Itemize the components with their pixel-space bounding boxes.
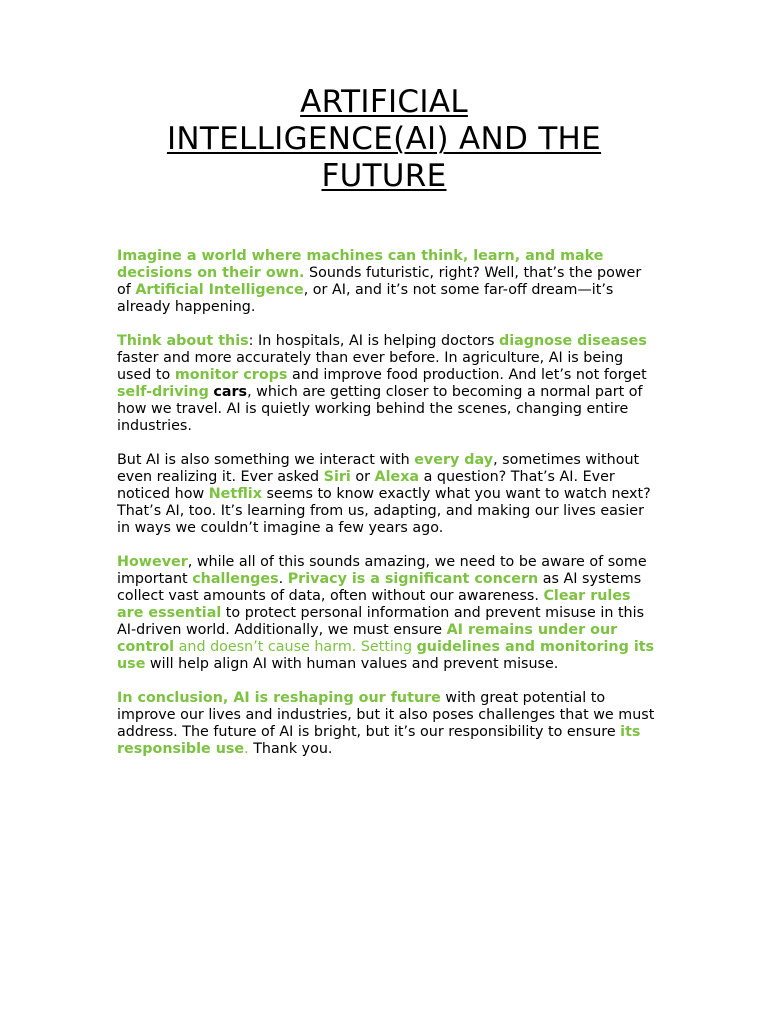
highlighted-phrase: self-driving [117,384,209,400]
highlighted-phrase: Imagine a world where machines can think, learn, and make decisions on their own. [117,248,604,281]
document-body [117,248,657,775]
highlighted-phrase: Alexa [374,469,420,485]
text-run: will help align AI with human values and prevent misuse. [145,656,559,672]
text-run: : In hospitals, AI is helping doctors [248,333,499,349]
text-run: as AI systems collect vast amounts of data, often without our awareness. [117,571,642,604]
highlighted-phrase: guidelines and monitoring its use [117,639,655,672]
highlighted-phrase: cars [213,384,248,400]
paragraph-2 [117,333,657,435]
highlighted-phrase: Think about this [117,333,249,349]
document-title [110,84,658,195]
text-run: , while all of this sounds amazing, we need to be aware of some important [117,554,647,587]
highlighted-phrase: In conclusion, AI is reshaping our future [117,690,441,706]
highlighted-phrase: its responsible use [117,724,641,757]
text-run: and improve food production. And let’s not forget [287,367,647,383]
paragraph-5 [117,690,657,758]
text-run: with great potential to improve our lives and industries, but it also poses challenges that we must address. The future of AI is bright, but it’s our responsibility to ensure [117,690,655,740]
text-run: . [278,571,288,587]
text-run: , or AI, and it’s not some far-off dream—it’s already happening. [117,282,614,315]
highlighted-phrase: every day [414,452,494,468]
highlighted-phrase: diagnose diseases [498,333,647,349]
text-run: Sounds futuristic, right? Well, that’s the power of [117,265,642,298]
highlighted-phrase: AI remains under our control [117,622,618,655]
title-line-3: FUTURE [321,158,447,194]
paragraph-3 [117,452,657,537]
text-run: faster and more accurately than ever before. In agriculture, AI is being used to [117,350,624,383]
highlighted-phrase: Clear rules are essential [117,588,631,621]
title-line-1: ARTIFICIAL [300,84,468,120]
highlighted-phrase: challenges [192,571,279,587]
text-run: , which are getting closer to becoming a normal part of how we travel. AI is quietly working behind the scenes, changing entire industries. [117,384,643,434]
highlighted-phrase: However [117,554,188,570]
highlighted-phrase: Netflix [208,486,262,502]
text-run: or [350,469,375,485]
highlighted-phrase: Siri [323,469,351,485]
text-run: seems to know exactly what you want to watch next? That’s AI, too. It’s learning from us, adapting, and making our lives easier in ways we couldn’t imagine a few years ago. [117,486,651,536]
highlighted-phrase: monitor crops [174,367,288,383]
text-run: Thank you. [248,741,333,757]
highlighted-phrase: Artificial Intelligence [135,282,304,298]
highlighted-phrase: . [244,741,249,757]
highlighted-phrase: and doesn’t cause harm. Setting [174,639,417,655]
text-run: But AI is also something we interact with [117,452,415,468]
text-run: to protect personal information and prevent misuse in this AI-driven world. Additionally, we must ensure [117,605,645,638]
text-run: , sometimes without even realizing it. Ever asked [117,452,640,485]
title-line-2: INTELLIGENCE(AI) AND THE [166,121,602,157]
paragraph-1 [117,248,657,316]
text-run: a question? That’s AI. Ever noticed how [117,469,615,502]
highlighted-phrase: Privacy is a significant concern [287,571,539,587]
paragraph-4 [117,554,657,673]
